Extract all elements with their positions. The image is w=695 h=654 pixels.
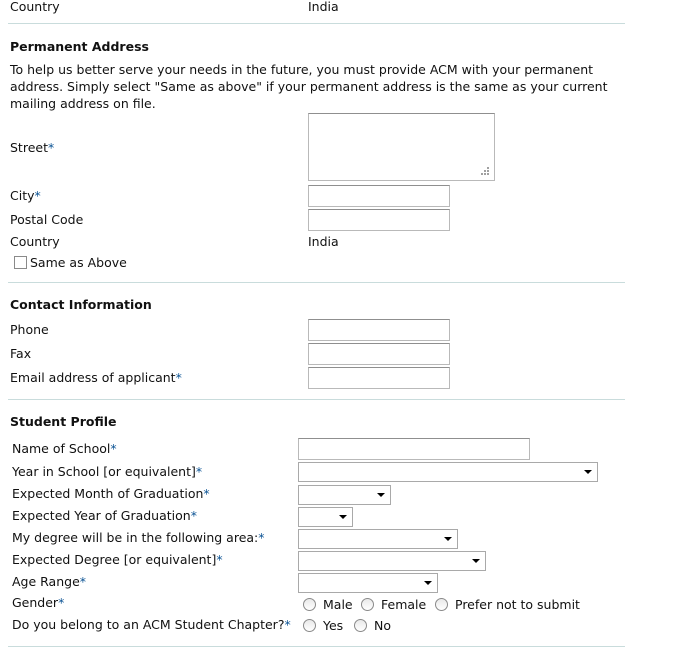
chapter-yes-label[interactable]: Yes: [323, 618, 344, 633]
gender-prefer-not-label[interactable]: Prefer not to submit: [455, 597, 580, 612]
email-input[interactable]: [308, 367, 450, 389]
postal-code-label: Postal Code: [10, 212, 84, 227]
chevron-down-icon: [424, 581, 432, 585]
gender-female-radio[interactable]: [361, 598, 374, 611]
permanent-country-value: India: [308, 234, 339, 249]
street-textarea[interactable]: [308, 113, 495, 181]
chapter-yes-radio[interactable]: [303, 619, 316, 632]
age-range-select[interactable]: [298, 573, 438, 593]
chapter-no-label[interactable]: No: [374, 618, 391, 633]
chevron-down-icon: [377, 493, 385, 497]
street-label: Street*: [10, 140, 55, 155]
chapter-no-radio[interactable]: [354, 619, 367, 632]
gender-male-label[interactable]: Male: [323, 597, 353, 612]
student-profile-heading: Student Profile: [10, 414, 117, 429]
school-name-label: Name of School*: [12, 441, 117, 456]
fax-label: Fax: [10, 346, 32, 361]
divider: [8, 399, 625, 400]
gender-female-label[interactable]: Female: [381, 597, 427, 612]
grad-year-label: Expected Year of Graduation*: [12, 508, 197, 523]
current-country-value: India: [308, 0, 339, 14]
chevron-down-icon: [472, 559, 480, 563]
phone-input[interactable]: [308, 319, 450, 341]
chevron-down-icon: [444, 537, 452, 541]
chevron-down-icon: [584, 470, 592, 474]
student-chapter-label: Do you belong to an ACM Student Chapter?*: [12, 617, 291, 632]
degree-area-label: My degree will be in the following area:*: [12, 530, 265, 545]
city-label: City*: [10, 188, 41, 203]
permanent-country-label: Country: [10, 234, 60, 249]
expected-degree-label: Expected Degree [or equivalent]*: [12, 552, 223, 567]
permanent-address-heading: Permanent Address: [10, 39, 149, 54]
year-in-school-label: Year in School [or equivalent]*: [12, 464, 203, 479]
school-name-input[interactable]: [298, 438, 530, 460]
age-range-label: Age Range*: [12, 574, 87, 589]
grad-month-label: Expected Month of Graduation*: [12, 486, 210, 501]
gender-label: Gender*: [12, 595, 65, 610]
permanent-address-intro: To help us better serve your needs in the future, you must provide ACM with your permanent address. Simply select "Same as above" if your permanent address is the same as your current mailing address on file.: [10, 62, 608, 111]
divider: [8, 646, 625, 647]
divider: [8, 23, 625, 24]
year-in-school-select[interactable]: [298, 462, 598, 482]
divider: [8, 282, 625, 283]
fax-input[interactable]: [308, 343, 450, 365]
contact-information-heading: Contact Information: [10, 297, 152, 312]
current-country-label: Country: [10, 0, 60, 14]
same-as-above-checkbox[interactable]: [14, 256, 27, 269]
grad-month-select[interactable]: [298, 485, 391, 505]
expected-degree-select[interactable]: [298, 551, 486, 571]
gender-prefer-not-radio[interactable]: [435, 598, 448, 611]
city-input[interactable]: [308, 185, 450, 207]
gender-male-radio[interactable]: [303, 598, 316, 611]
chevron-down-icon: [339, 515, 347, 519]
resize-grip-icon[interactable]: [481, 167, 489, 175]
same-as-above-label[interactable]: Same as Above: [30, 255, 127, 270]
degree-area-select[interactable]: [298, 529, 458, 549]
postal-code-input[interactable]: [308, 209, 450, 231]
email-label: Email address of applicant*: [10, 370, 182, 385]
grad-year-select[interactable]: [298, 507, 353, 527]
phone-label: Phone: [10, 322, 49, 337]
